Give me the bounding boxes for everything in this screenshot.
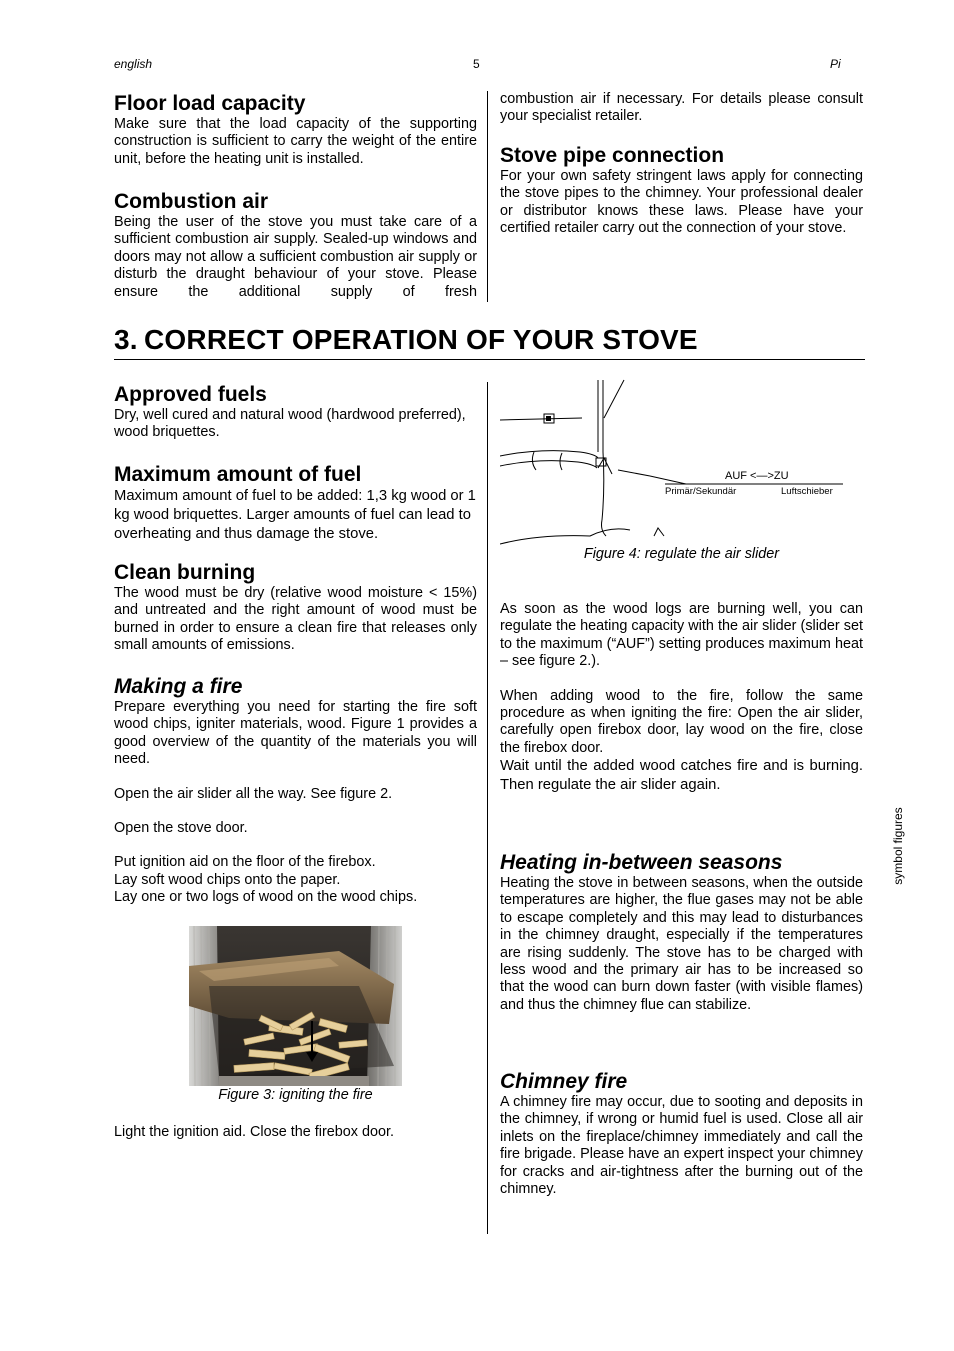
slider-regulation-text: As soon as the wood logs are burning well, you can regulate the heating capacity with the air slider (slider set to the maximum (“AUF”) setting produces maximum heat – see figure 2.). <box>500 601 863 670</box>
making-fire-text: Prepare everything you need for starting the fire soft wood chips, igniter materials, wood. Figure 1 provides a good overview of the quantity of the materials you will need. <box>114 699 477 768</box>
figure3-caption: Figure 3: igniting the fire <box>218 1087 373 1103</box>
figure4-caption: Figure 4: regulate the air slider <box>583 546 780 562</box>
column-divider-main <box>487 382 488 1234</box>
step-wood-chips: Lay soft wood chips onto the paper. <box>114 871 341 888</box>
right-top-section <box>500 91 863 237</box>
floor-load-title: Floor load capacity <box>114 92 306 115</box>
step-light-ignition <box>114 1124 477 1141</box>
column-divider-top <box>487 91 488 302</box>
floor-load-text: Make sure that the load capacity of the supporting construction is sufficient to carry the weight of the entire unit, before the heating unit is installed. <box>114 116 477 167</box>
right-main-text <box>500 601 863 795</box>
combustion-air-text: Being the user of the stove you must take care of a sufficient combustion air supply. Sealed-up windows and doors may not allow a sufficient combustion air supply or disturb the draught behaviour of your stove. Please ensure the additional supply of fresh <box>114 214 477 300</box>
stove-pipe-title: Stove pipe connection <box>500 143 725 167</box>
header-model: Pi <box>830 57 841 71</box>
max-fuel-title: Maximum amount of fuel <box>114 463 362 486</box>
header-language: english <box>114 57 153 71</box>
side-label: symbol figures <box>891 807 905 885</box>
chimney-fire-title: Chimney fire <box>500 1070 628 1093</box>
adding-wood-text: When adding wood to the fire, follow the same procedure as when igniting the fire: Open the air slider, carefully open firebox door, lay wood on the fire, close the firebox door. <box>500 687 863 756</box>
combustion-air-continuation: combustion air if necessary. For details please consult your specialist retailer. <box>500 91 863 125</box>
stove-pipe-text: For your own safety stringent laws apply for connecting the stove pipes to the chimney. Your professional dealer or distributor knows these laws. Please have your certified retailer carry out the connection of your stove. <box>500 167 863 237</box>
figure3-photo <box>189 926 402 1086</box>
step-light-ignition-text: Light the ignition aid. Close the firebox door. <box>114 1124 394 1140</box>
seasons-section <box>500 851 863 1014</box>
chapter-rule <box>114 359 865 360</box>
making-fire-section <box>114 675 477 907</box>
chapter-title: CORRECT OPERATION OF YOUR STOVE <box>144 324 698 355</box>
figure4-label-primar: Primär/Sekundär <box>665 486 737 497</box>
clean-burning-title: Clean burning <box>114 561 256 584</box>
air-slider-drawing <box>500 378 850 548</box>
figure4-label-auf-zu: AUF <—>ZU <box>725 470 789 482</box>
approved-fuels-section <box>114 383 477 442</box>
approved-fuels-title: Approved fuels <box>114 383 267 406</box>
combustion-air-title: Combustion air <box>114 190 269 213</box>
max-fuel-text: Maximum amount of fuel to be added: 1,3 kg wood or 1 kg wood briquettes. Larger amounts of fuel can lead to overheating and thus damage the stove. <box>114 488 476 542</box>
chapter-heading <box>114 324 698 356</box>
figure4-label-luft: Luftschieber <box>781 486 833 497</box>
making-fire-title: Making a fire <box>114 675 243 698</box>
approved-fuels-text: Dry, well cured and natural wood (hardwood preferred), wood briquettes. <box>114 407 466 441</box>
seasons-title: Heating in-between seasons <box>500 851 783 874</box>
firebox-photo-illustration <box>189 926 402 1086</box>
figure4-drawing <box>500 378 850 548</box>
max-fuel-section <box>114 463 477 544</box>
chapter-number: 3. <box>114 324 138 355</box>
floor-load-section <box>114 92 477 168</box>
header-page-number: 5 <box>473 57 480 71</box>
step-open-slider: Open the air slider all the way. See figure 2. <box>114 785 393 802</box>
chimney-fire-text: A chimney fire may occur, due to sooting and deposits in the chimney, if wrong or humid fuel is used. Close all air inlets on the fireplace/chimney immediately and call the fire brigade. Please have an expert inspect your chimney for cracks and air-tightness after the burning out of the chimney. <box>500 1094 863 1198</box>
seasons-text: Heating the stove in between seasons, when the outside temperatures are higher, the flue gases may not be able to escape completely and this may lead to disturbances in the chimney draught, especially if the temperatures are rising suddenly. The stove has to be charged with less wood and the primary air has to be increased so that the wood can burn down faster (with visible flames) and thus the chimney flue can stabilize. <box>500 875 863 1013</box>
step-open-door: Open the stove door. <box>114 820 248 837</box>
wait-text: Wait until the added wood catches fire and is burning. Then regulate the air slider again. <box>500 758 863 794</box>
step-ignition-aid: Put ignition aid on the floor of the firebox. <box>114 854 376 871</box>
combustion-air-section <box>114 190 477 301</box>
chimney-fire-section <box>500 1070 863 1198</box>
step-logs: Lay one or two logs of wood on the wood chips. <box>114 889 418 906</box>
clean-burning-text: The wood must be dry (relative wood moisture < 15%) and untreated and the right amount of wood must be burned in order to ensure a clean fire that releases only small amounts of emissions. <box>114 585 477 654</box>
clean-burning-section <box>114 561 477 655</box>
